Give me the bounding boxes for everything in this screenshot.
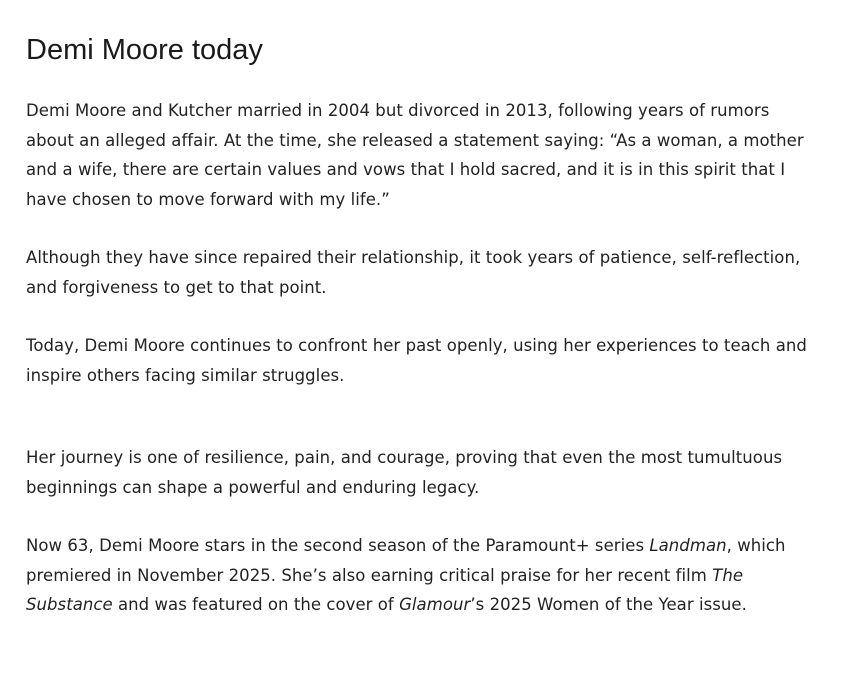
series-title: Landman — [649, 536, 727, 555]
text-segment: ’s 2025 Women of the Year issue. — [470, 595, 747, 614]
paragraph-divorce: Demi Moore and Kutcher married in 2004 but divorced in 2013, following years of rumors about an alleged affair. At the time, she released a statement saying: “As a woman, a mother and a wife, there are certain values and vows that I hold sacred, and it is in this spirit that I have chosen to move forward with my life.” — [26, 101, 804, 209]
magazine-title: Glamour — [399, 595, 471, 614]
article-body — [26, 30, 816, 649]
paragraph-today: Today, Demi Moore continues to confront her past openly, using her experiences to teach and inspire others facing similar struggles. — [26, 336, 807, 385]
film-title: The Substance — [26, 565, 744, 614]
text-segment: and was featured on the cover of — [112, 595, 400, 614]
paragraph-current-work — [26, 531, 816, 620]
paragraph-journey: Her journey is one of resilience, pain, and courage, proving that even the most tumultuous beginnings can shape a powerful and enduring legacy. — [26, 448, 783, 497]
section-heading: Demi Moore today — [26, 34, 263, 66]
text-segment: Now 63, Demi Moore stars in the second season of the Paramount+ series — [26, 536, 650, 555]
text-segment: , which premiered in November 2025. She’s also earning critical praise for her recent film — [26, 536, 786, 585]
paragraph-relationship: Although they have since repaired their relationship, it took years of patience, self-reflection, and forgiveness to get to that point. — [26, 248, 801, 297]
